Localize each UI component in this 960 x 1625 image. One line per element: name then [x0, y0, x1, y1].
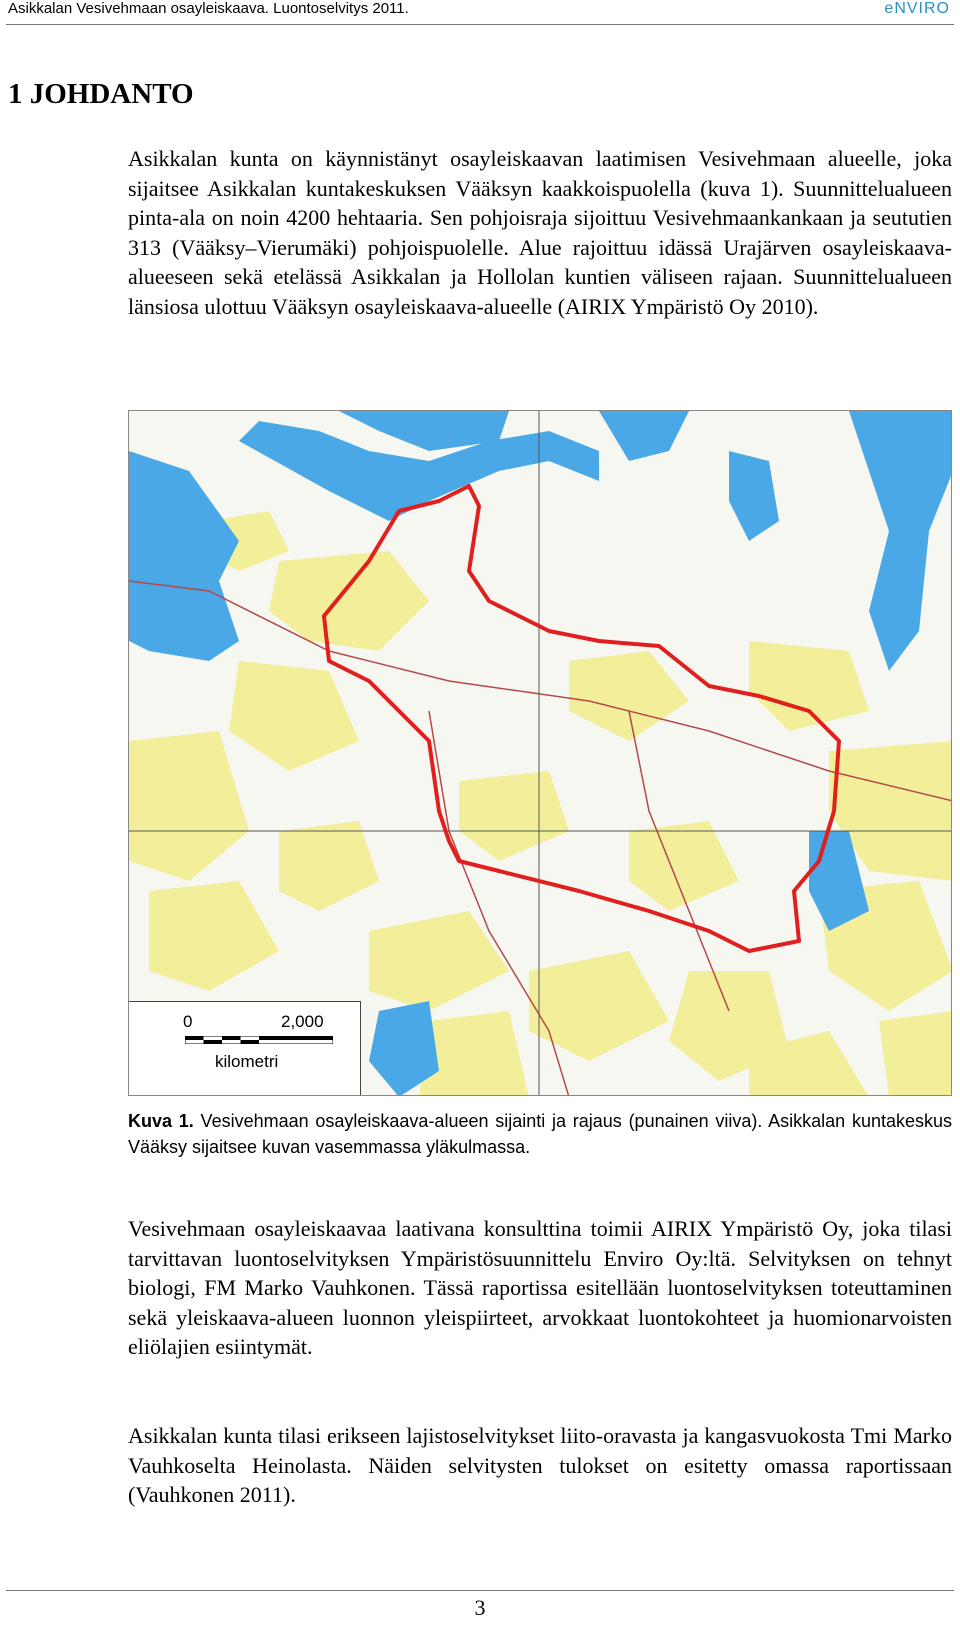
species-survey-paragraph: Asikkalan kunta tilasi erikseen lajistoselvitykset liito-oravasta ja kangasvuokosta Tmi Marko Vauhkoselta Heinolasta. Näiden selvitysten tulokset on esitetty omassa raportissaan (Vauhkonen 2011). — [128, 1423, 952, 1507]
map-graphic — [129, 411, 952, 1096]
figure-caption — [128, 1108, 952, 1160]
footer-divider — [6, 1590, 954, 1591]
scale-end-label: 2,000 — [281, 1012, 324, 1031]
section-heading: 1 JOHDANTO — [8, 78, 194, 110]
document-title: Asikkalan Vesivehmaan osayleiskaava. Luontoselvitys 2011. — [8, 0, 409, 17]
intro-paragraph: Asikkalan kunta on käynnistänyt osayleiskaavan laatimisen Vesivehmaan alueelle, joka sijaitsee Asikkalan kuntakeskuksen Vääksyn kaakkoispuolella (kuva 1). Suunnittelualueen pinta-ala on noin 4200 hehtaaria. Sen pohjoisraja sijoittuu Vesivehmaankankaan ja seututien 313 (Vääksy–Vierumäki) pohjoispuolelle. Alue rajoittuu idässä Urajärven osayleiskaava-alueeseen sekä etelässä Asikkalan ja Hollolan kuntien väliseen rajaan. Suunnittelualueen länsiosa ulottuu Vääksyn osayleiskaava-alueelle (AIRIX Ympäristö Oy 2010). — [128, 146, 952, 319]
scale-bar-box — [129, 1001, 361, 1095]
scale-bar — [185, 1036, 333, 1044]
topographic-map — [128, 410, 952, 1096]
caption-text: Vesivehmaan osayleiskaava-alueen sijainti ja rajaus (punainen viiva). Asikkalan kuntakeskus Vääksy sijaitsee kuvan vasemmassa yläkulmassa. — [128, 1111, 953, 1157]
page-header — [0, 0, 960, 22]
header-divider — [6, 24, 954, 25]
caption-label: Kuva 1. — [128, 1111, 194, 1131]
consultant-paragraph: Vesivehmaan osayleiskaavaa laativana konsulttina toimii AIRIX Ympäristö Oy, joka tilasi tarvittavan luontoselvityksen Ympäristösuunnittelu Enviro Oy:ltä. Selvityksen on tehnyt biologi, FM Marko Vauhkonen. Tässä raportissa esitellään luontoselvityksen toteuttaminen sekä yleiskaava-alueen luonnon yleispiirteet, arvokkaat luontokohteet ja huomionarvoisten eliölajien esiintymät. — [128, 1216, 952, 1359]
scale-unit-label: kilometri — [215, 1052, 279, 1071]
page-number: 3 — [474, 1595, 486, 1620]
enviro-logo: eNVIRO — [884, 0, 950, 17]
scale-start-label: 0 — [183, 1012, 193, 1031]
